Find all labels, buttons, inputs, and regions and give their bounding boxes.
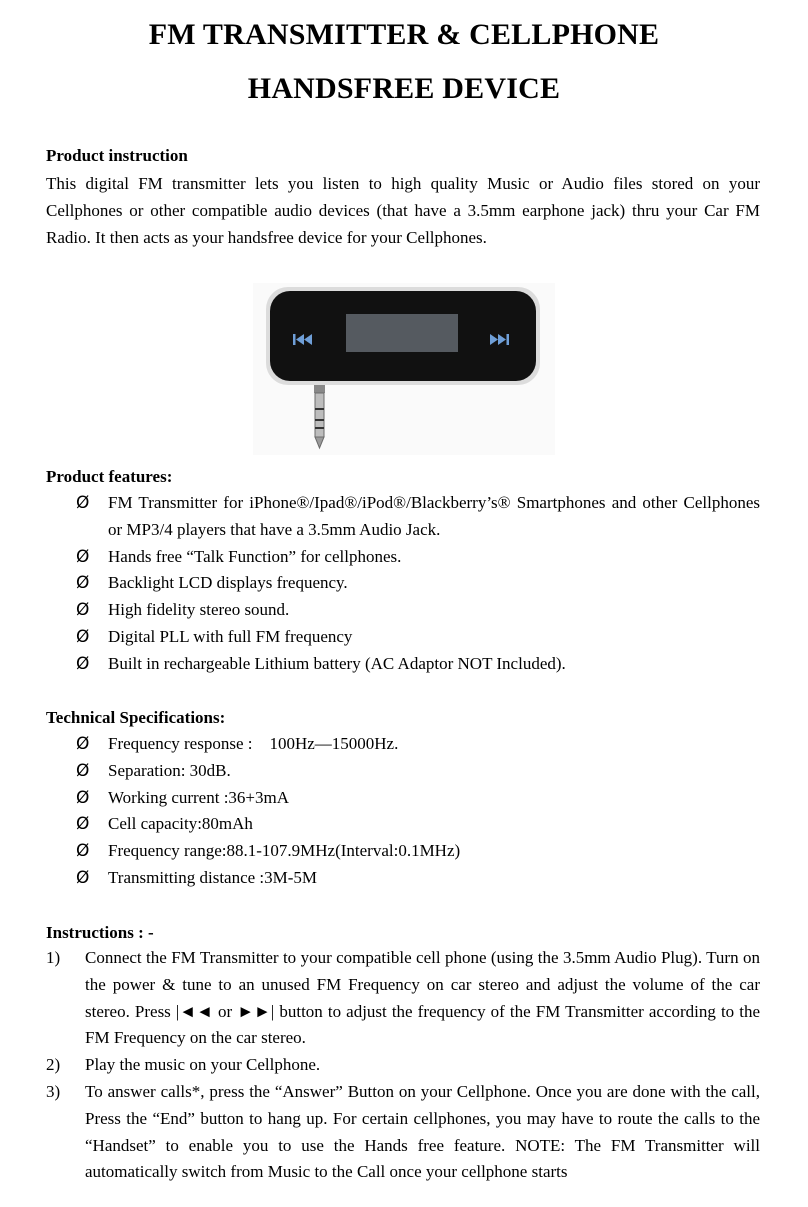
bullet-marker: Ø <box>76 653 90 674</box>
document-title-line-1: FM TRANSMITTER & CELLPHONE <box>148 18 660 51</box>
list-item <box>0 1052 808 1079</box>
list-item: Ø Digital PLL with full FM frequency <box>0 624 808 651</box>
list-item: Ø Transmitting distance :3M-5M <box>0 865 808 892</box>
bullet-marker: Ø <box>76 546 90 567</box>
instructions-list <box>0 945 808 1186</box>
list-item: Ø Cell capacity:80mAh <box>0 811 808 838</box>
bullet-marker: Ø <box>76 841 90 862</box>
list-item <box>0 945 808 1052</box>
product-features-list <box>0 490 808 678</box>
audio-jack-plug <box>314 385 325 448</box>
list-item: Ø Hands free “Talk Function” for cellphones. <box>0 544 808 571</box>
bullet-marker: Ø <box>76 760 90 781</box>
list-item <box>0 1079 808 1186</box>
bullet-marker: Ø <box>76 626 90 647</box>
bullet-marker: Ø <box>76 493 90 513</box>
step-number: 2) <box>46 1055 61 1075</box>
instructions-heading: Instructions : - <box>46 923 154 942</box>
document-title-line-2: HANDSFREE DEVICE <box>247 72 561 105</box>
fm-transmitter-image <box>253 283 555 455</box>
fm-transmitter-illustration <box>253 283 555 455</box>
step-number: 3) <box>46 1081 61 1101</box>
lcd-display <box>346 314 458 352</box>
list-item: Ø Frequency range:88.1-107.9MHz(Interval:0.1MHz) <box>0 838 808 865</box>
list-item: Ø High fidelity stereo sound. <box>0 597 808 624</box>
step-text: To answer calls*, press the “Answer” Button on your Cellphone. Once you are done with the call, Press the “End” button to hang up. For certain cellphones, you may have to route the calls to the “Handset” to enable you to use the Hands free feature. NOTE: The FM Transmitter will automatically switch from Music to the Call once your cellphone starts <box>85 1081 760 1182</box>
technical-specifications-heading: Technical Specifications: <box>46 708 226 727</box>
bullet-marker: Ø <box>76 814 90 835</box>
technical-specifications-list <box>0 731 808 892</box>
product-features-heading: Product features: <box>46 467 173 486</box>
list-item: Ø Built in rechargeable Lithium battery (AC Adaptor NOT Included). <box>0 651 808 678</box>
product-instruction-text: This digital FM transmitter lets you listen to high quality Music or Audio files stored on your Cellphones or other compatible audio devices (that have a 3.5mm earphone jack) thru your Car FM Radio. It then acts as your handsfree device for your Cellphones. <box>46 174 760 247</box>
bullet-marker: Ø <box>76 573 90 594</box>
bullet-marker: Ø <box>76 787 90 808</box>
list-item: Ø Backlight LCD displays frequency. <box>0 570 808 597</box>
list-item: Ø Separation: 30dB. <box>0 758 808 785</box>
bullet-marker: Ø <box>76 734 90 754</box>
product-instruction-heading: Product instruction <box>46 146 188 165</box>
list-item: Ø Frequency response : 100Hz—15000Hz. <box>0 731 808 758</box>
step-text: Play the music on your Cellphone. <box>85 1055 321 1075</box>
step-text: Connect the FM Transmitter to your compatible cell phone (using the 3.5mm Audio Plug). Turn on the power & tune to an unused FM Frequency on car stereo and adjust the volume of the car stereo. Press |◄◄ or ►►| button to adjust the frequency of the FM Transmitter according to the FM Frequency on the car stereo. <box>85 948 760 1048</box>
bullet-marker: Ø <box>76 600 90 621</box>
list-item: Ø Working current :36+3mA <box>0 785 808 812</box>
step-number: 1) <box>46 948 61 967</box>
bullet-marker: Ø <box>76 867 90 888</box>
list-item: Ø FM Transmitter for iPhone®/Ipad®/iPod®/Blackberry’s® Smartphones and other Cellphones or MP3/4 players that have a 3.5mm Audio Jack. <box>0 490 808 544</box>
